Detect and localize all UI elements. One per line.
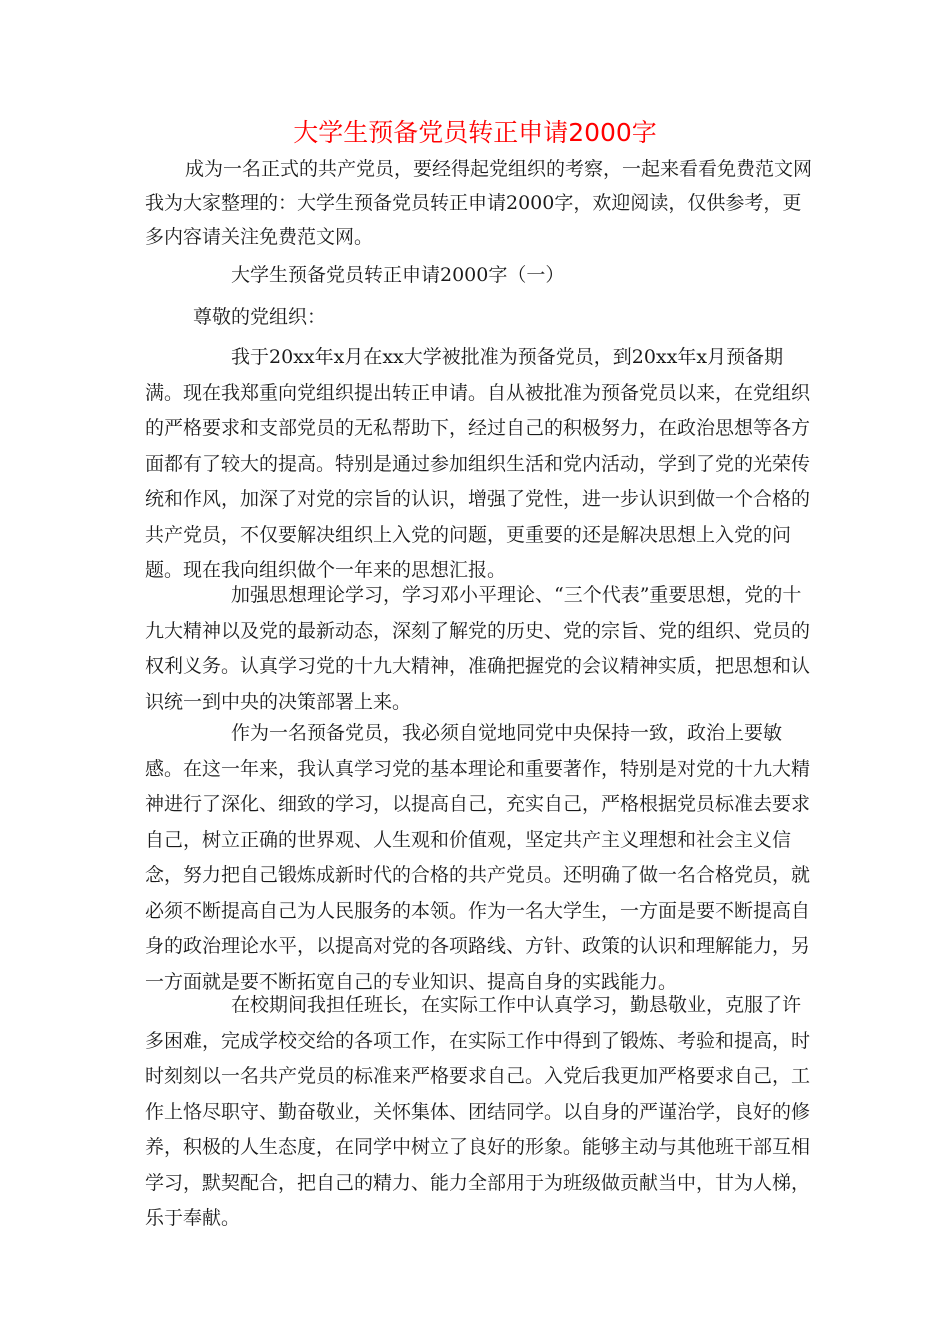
document-title: 大学生预备党员转正申请2000字 (293, 118, 657, 147)
body-paragraph: 作为一名预备党员，我必须自觉地同党中央保持一致，政治上要敏感。在这一年来，我认真学习党的基本理论和重要著作，特别是对党的十九大精神进行了深化、细致的学习，以提高自己，充实自己，严格根据党员标准去要求自己，树立正确的世界观、人生观和价值观，坚定共产主义理想和社会主义信念，努力把自己锻炼成新时代的合格的共产党员。还明确了做一名合格党员，就必须不断提高自己为人民服务的本领。作为一名大学生，一方面是要不断提高自身的政治理论水平，以提高对党的各项路线、方针、政策的认识和理解能力，另一方面就是要不断拓宽自己的专业知识、提高自身的实践能力。 (145, 722, 811, 993)
salutation: 尊敬的党组织： (193, 306, 327, 328)
body-paragraph: 我于20xx年x月在xx大学被批准为预备党员，到20xx年x月预备期满。现在我郑重向党组织提出转正申请。自从被批准为预备党员以来，在党组织的严格要求和支部党员的无私帮助下，经过自己的积极努力，在政治思想等各方面都有了较大的提高。特别是通过参加组织生活和党内活动，学到了党的光荣传统和作风，加深了对党的宗旨的认识，增强了党性，进一步认识到做一个合格的共产党员，不仅要解决组织上入党的问题，更重要的还是解决思想上入党的问题。现在我向组织做个一年来的思想汇报。 (145, 346, 811, 581)
intro-paragraph: 成为一名正式的共产党员，要经得起党组织的考察，一起来看看免费范文网我为大家整理的：大学生预备党员转正申请2000字，欢迎阅读，仅供参考，更多内容请关注免费范文网。 (145, 158, 813, 248)
body-paragraph: 在校期间我担任班长，在实际工作中认真学习，勤恳敬业，克服了许多困难，完成学校交给的各项工作，在实际工作中得到了锻炼、考验和提高，时时刻刻以一名共产党员的标准来严格要求自己。入党后我更加严格要求自己，工作上恪尽职守、勤奋敬业，关怀集体、团结同学。以自身的严谨治学，良好的修养，积极的人生态度，在同学中树立了良好的形象。能够主动与其他班干部互相学习，默契配合，把自己的精力、能力全部用于为班级做贡献当中，甘为人梯，乐于奉献。 (145, 994, 811, 1229)
section-subtitle: 大学生预备党员转正申请2000字（一） (231, 264, 565, 286)
body-paragraph: 加强思想理论学习，学习邓小平理论、“三个代表”重要思想，党的十九大精神以及党的最新动态，深刻了解党的历史、党的宗旨、党的组织、党员的权利义务。认真学习党的十九大精神，准确把握党的会议精神实质，把思想和认识统一到中央的决策部署上来。 (145, 584, 811, 713)
